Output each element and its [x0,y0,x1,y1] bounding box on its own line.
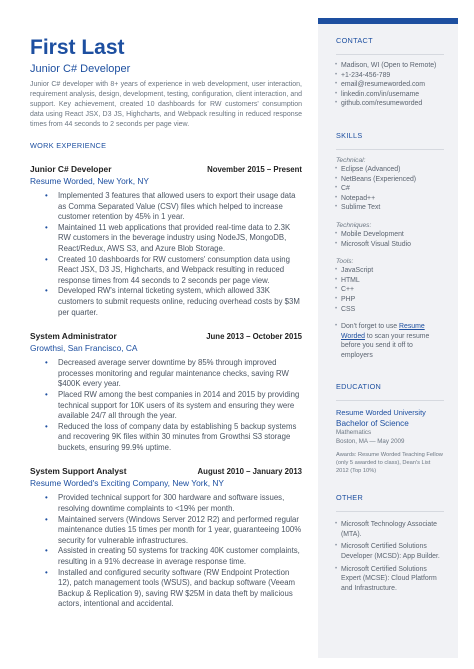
job-bullet: • Decreased average server downtime by 85% through improved processes monitoring and regular maintenance checks, saving RW $400K every year. [30,358,302,390]
job-bullet: • Placed RW among the best companies in 2014 and 2015 by providing technical support for 10K users of its system and ensuring they were available 24/7 all through the year. [30,390,302,422]
job-bullets [30,493,302,610]
job-entry [30,466,302,610]
education-location-dates: Boston, MA — May 2009 [336,437,405,445]
contact-github[interactable]: • github.com/resumeworded [336,99,444,109]
contact-email[interactable]: • email@resumeworded.com [336,80,444,90]
main-column [30,36,302,610]
resume-tip-text: Don't forget to use [341,323,400,331]
job-entry [30,164,302,318]
other-list [336,520,444,593]
sidebar [318,18,458,658]
work-experience-heading: WORK EXPERIENCE [30,141,107,150]
divider [336,511,444,512]
job-dates: November 2015 – Present [207,165,302,174]
contact-heading: CONTACT [336,36,373,45]
education-heading: EDUCATION [336,382,382,392]
skill-item: • Microsoft Visual Studio [336,240,444,250]
education-degree: Bachelor of Science [336,419,409,429]
job-title: System Support Analyst [30,466,127,477]
skills-heading: SKILLS [336,130,363,140]
job-bullet: • Implemented 3 features that allowed users to export their usage data as Comma Separated Value (CSV) files which helped to increase customer retention by 45% in 1 year. [30,191,302,223]
education-awards: Awards: Resume Worded Teaching Fellow (only 5 awarded to class), Dean's List 2012 (Top 10%) [336,452,443,475]
job-bullet: • Installed and configured security software (RW Endpoint Protection 12), patch management tools (WSUS), and backup software (Veeam Backup & Replication 9), saving RW $25M in data theft by malicious actors, intentional and accidental. [30,568,302,610]
certification-item: • Microsoft Technology Associate (MTA). [336,520,444,539]
education-field: Mathematics [336,429,372,437]
divider [336,400,444,401]
job-entry [30,331,302,453]
skill-group-label: Tools: [336,258,354,266]
skill-item: • NetBeans (Experienced) [336,175,444,185]
skill-item: • Sublime Text [336,203,444,213]
job-title: Junior C# Developer [30,164,112,174]
skill-item: • Mobile Development [336,230,444,240]
certification-item: • Microsoft Certified Solutions Expert (MCSE): Cloud Platform and Infrastructure. [336,565,444,594]
summary: Junior C# developer with 8+ years of experience in web development, user interaction, requirement analysis, design, development, testing, configuration, client interaction, and support. Key achievement, created 10 dashboards for RW customers' consumption data using React JSX, D3 JS, Highcharts, and Webpack resulting in reduced response times from 44 seconds to 2 seconds per page view. [30,81,302,128]
divider [336,149,444,150]
skill-item: • HTML [336,276,444,286]
divider [336,54,444,55]
resume-tip [336,322,444,360]
contact-list [336,61,444,109]
skill-list [336,266,444,314]
job-bullet: • Created 10 dashboards for RW customers' consumption data using React JSX, D3 JS, Highcharts, and Webpack resulting in reduced response times from 44 seconds to 2 seconds per page view. [30,255,302,287]
resume-worded-link[interactable]: Resume Worded [341,323,425,340]
skill-item: • PHP [336,295,444,305]
job-dates: June 2013 – October 2015 [206,332,302,342]
job-bullet: • Maintained 11 web applications that provided real-time data to 2.3K RW customers in the beverage industry using NodeJS, MongoDB, React/Redux, AWS S3, and Azure Blob Storage. [30,223,302,255]
certification-item: • Microsoft Certified Solutions Developer (MCSD): App Builder. [336,542,444,561]
job-bullet: • Assisted in creating 50 systems for tracking 40K customer complaints, resulting in a 91% decrease in average response time. [30,546,302,567]
education-school: Resume Worded University [336,408,426,418]
candidate-name: First Last [30,36,125,59]
skill-item: • Eclipse (Advanced) [336,165,444,175]
job-bullet: • Maintained servers (Windows Server 2012 R2) and performed regular maintenance duties 15 times per month for 1 year, guaranteeing 100% security for vulnerable infrastructures. [30,515,302,547]
job-company: Resume Worded, New York, NY [30,176,150,186]
candidate-title: Junior C# Developer [30,63,131,75]
skill-list [336,230,444,249]
contact-location: • Madison, WI (Open to Remote) [336,61,444,71]
job-company: Growthsi, San Francisco, CA [30,343,138,354]
skill-item: • C++ [336,285,444,295]
job-bullet: • Developed RW's internal ticketing system, which allowed 33K customers to submit requests online, reducing overhead costs by $3M per quarter. [30,286,302,318]
job-company: Resume Worded's Exciting Company, New York, NY [30,478,224,489]
skill-item: • JavaScript [336,266,444,276]
job-bullets [30,191,302,318]
job-bullet: • Provided technical support for 300 hardware and software issues, resolving downtime complaints to <19% per month. [30,493,302,514]
skill-list [336,165,444,213]
job-dates: August 2010 – January 2013 [197,467,302,477]
job-bullet: • Reduced the loss of company data by establishing 5 backup systems and recovering 9K files within 30 minutes from Growthsi S3 storage buckets, ensuring 99.9% uptime. [30,422,302,454]
skill-item: • CSS [336,305,444,315]
job-title: System Administrator [30,331,117,342]
job-bullets [30,358,302,453]
resume-tip-text: to scan your resume before you send it off to employers [341,332,430,359]
skill-item: • C# [336,184,444,194]
other-heading: OTHER [336,493,364,503]
contact-phone[interactable]: • +1-234-456-789 [336,71,444,81]
contact-linkedin[interactable]: • linkedin.com/in/username [336,90,444,100]
skill-group-label: Technical: [336,156,366,164]
skill-item: • Notepad++ [336,194,444,204]
skill-group-label: Techniques: [336,221,372,229]
skills-block [336,156,444,361]
